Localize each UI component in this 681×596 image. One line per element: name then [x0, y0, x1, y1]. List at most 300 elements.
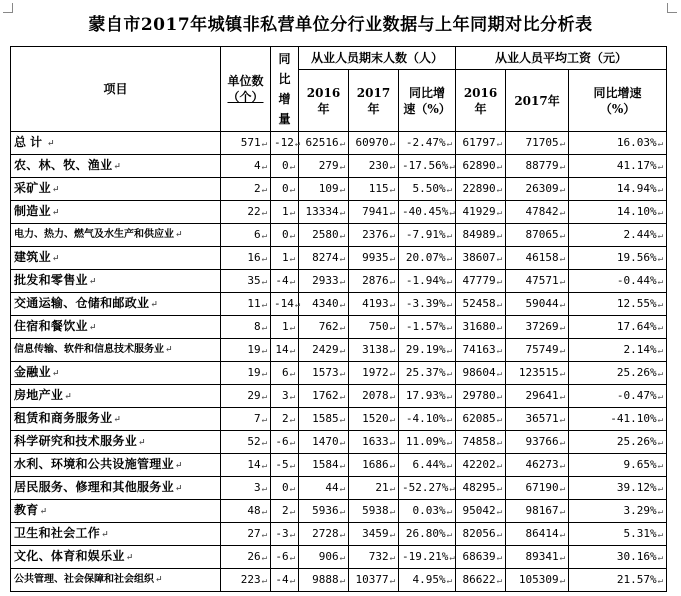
paragraph-mark-icon: ↵	[446, 529, 453, 540]
paragraph-mark-icon: ↵	[289, 460, 295, 471]
paragraph-mark-icon: ↵	[261, 414, 267, 425]
paragraph-mark-icon: ↵	[389, 161, 395, 172]
row-units-text: 571	[240, 135, 261, 149]
row-employees-2016	[299, 500, 349, 523]
row-units-text: 14	[247, 457, 261, 471]
row-units-text: 4	[253, 158, 261, 172]
paragraph-mark-icon: ↵	[389, 299, 395, 310]
row-units	[221, 362, 271, 385]
row-employees-2016	[299, 178, 349, 201]
row-wage-2016	[456, 569, 506, 592]
row-employees-2017-text: 750	[368, 319, 389, 333]
row-employees-2016	[299, 316, 349, 339]
row-change	[271, 454, 299, 477]
row-change	[271, 385, 299, 408]
row-change-text: -6	[275, 434, 289, 448]
row-wage-2016	[456, 132, 506, 155]
row-wage-growth	[569, 201, 667, 224]
row-employees-2016-text: 1470	[312, 434, 339, 448]
paragraph-mark-icon: ↵	[261, 368, 267, 379]
paragraph-mark-icon: ↵	[657, 483, 664, 494]
paragraph-mark-icon: ↵	[496, 161, 503, 172]
row-wage-2016-text: 84989	[462, 227, 496, 241]
table-row	[11, 523, 667, 546]
row-change-text: 1	[281, 204, 289, 218]
paragraph-mark-icon: ↵	[559, 184, 566, 195]
paragraph-mark-icon: ↵	[289, 276, 295, 287]
header-wage-growth-line1: 同比增速	[593, 85, 642, 100]
paragraph-mark-icon: ↵	[389, 391, 395, 402]
header-wage-2016-year: 2016	[463, 85, 498, 100]
paragraph-mark-icon: ↵	[559, 506, 566, 517]
paragraph-mark-icon: ↵	[446, 414, 453, 425]
row-employees-2017-text: 3459	[362, 526, 389, 540]
paragraph-mark-icon: ↵	[339, 460, 345, 471]
row-employees-growth-text: 6.44%	[412, 457, 446, 471]
row-wage-2017-text: 47571	[525, 273, 559, 287]
row-change	[271, 201, 299, 224]
paragraph-mark-icon: ↵	[289, 483, 295, 494]
row-wage-2017	[506, 408, 569, 431]
paragraph-mark-icon: ↵	[496, 575, 503, 586]
header-emp-2017-suffix: 年	[367, 101, 380, 116]
row-wage-growth	[569, 385, 667, 408]
row-item-name	[11, 155, 221, 178]
header-units	[221, 47, 271, 132]
row-units-text: 27	[247, 526, 261, 540]
row-employees-2017-text: 2376	[362, 227, 389, 241]
row-change-text: 6	[281, 365, 289, 379]
row-employees-growth-text: 5.50%	[412, 181, 446, 195]
header-change-line4: 量	[278, 112, 291, 126]
row-wage-2017	[506, 155, 569, 178]
header-emp-2016-year: 2016	[306, 85, 341, 100]
row-change-text: -3	[275, 526, 289, 540]
paragraph-mark-icon: ↵	[339, 391, 345, 402]
paragraph-mark-icon: ↵	[261, 552, 267, 563]
paragraph-mark-icon: ↵	[339, 506, 345, 517]
paragraph-mark-icon: ↵	[389, 207, 395, 218]
row-units-text: 26	[247, 549, 261, 563]
row-wage-2016	[456, 362, 506, 385]
row-employees-growth	[399, 408, 456, 431]
paragraph-mark-icon: ↵	[496, 460, 503, 471]
row-item-name-text: 水利、环境和公共设施管理业	[14, 457, 174, 471]
paragraph-mark-icon: ↵	[389, 276, 395, 287]
row-wage-2016	[456, 385, 506, 408]
paragraph-mark-icon: ↵	[339, 276, 345, 287]
row-employees-growth	[399, 385, 456, 408]
paragraph-mark-icon: ↵	[657, 276, 664, 287]
row-wage-2017	[506, 385, 569, 408]
row-employees-2016	[299, 477, 349, 500]
paragraph-mark-icon: ↵	[657, 299, 664, 310]
header-emp-2016-suffix: 年	[317, 101, 330, 116]
row-employees-2016-text: 2933	[312, 273, 339, 287]
row-employees-2016-text: 1584	[312, 457, 339, 471]
row-change	[271, 316, 299, 339]
paragraph-mark-icon: ↵	[339, 414, 345, 425]
row-item-name-text: 信息传输、软件和信息技术服务业	[14, 344, 164, 355]
row-employees-2017-text: 1633	[362, 434, 389, 448]
row-wage-growth	[569, 339, 667, 362]
row-wage-growth-text: 12.55%	[616, 296, 657, 310]
row-wage-2017	[506, 362, 569, 385]
row-wage-2017-text: 93766	[525, 434, 559, 448]
row-item-name	[11, 569, 221, 592]
paragraph-mark-icon: ↵	[389, 184, 395, 195]
row-wage-2016-text: 47779	[462, 273, 496, 287]
paragraph-mark-icon: ↵	[496, 345, 503, 356]
paragraph-mark-icon: ↵	[496, 138, 503, 149]
row-item-name-text: 电力、热力、燃气及水生产和供应业	[14, 229, 174, 240]
paragraph-mark-icon: ↵	[389, 575, 395, 586]
row-employees-2017	[349, 316, 399, 339]
row-item-name	[11, 178, 221, 201]
row-units-text: 22	[247, 204, 261, 218]
header-item: 项目	[11, 47, 221, 132]
row-wage-2016-text: 22890	[462, 181, 496, 195]
header-wage-2017: 2017年	[506, 70, 569, 132]
paragraph-mark-icon: ↵	[496, 414, 503, 425]
row-change-text: 14	[275, 342, 289, 356]
row-employees-2017-text: 7941	[362, 204, 389, 218]
row-employees-2017	[349, 431, 399, 454]
row-wage-2016-text: 74163	[462, 342, 496, 356]
paragraph-mark-icon: ↵	[289, 207, 295, 218]
row-change	[271, 178, 299, 201]
row-wage-2017-text: 46158	[525, 250, 559, 264]
paragraph-mark-icon: ↵	[339, 552, 345, 563]
paragraph-mark-icon: ↵	[559, 575, 566, 586]
paragraph-mark-icon: ↵	[559, 460, 566, 471]
row-units-text: 8	[253, 319, 261, 333]
row-wage-growth	[569, 431, 667, 454]
row-wage-2016	[456, 408, 506, 431]
row-employees-growth	[399, 431, 456, 454]
paragraph-mark-icon: ↵	[113, 162, 122, 172]
paragraph-mark-icon: ↵	[138, 438, 146, 448]
row-employees-2017-text: 2876	[362, 273, 389, 287]
row-change-text: 1	[281, 319, 289, 333]
row-employees-2017	[349, 293, 399, 316]
paragraph-mark-icon: ↵	[389, 414, 395, 425]
paragraph-mark-icon: ↵	[174, 461, 183, 471]
row-item-name	[11, 362, 221, 385]
paragraph-mark-icon: ↵	[657, 345, 664, 356]
paragraph-mark-icon: ↵	[559, 552, 566, 563]
row-change-text: 2	[281, 411, 289, 425]
row-wage-2017-text: 98167	[525, 503, 559, 517]
row-item-name	[11, 431, 221, 454]
paragraph-mark-icon: ↵	[88, 323, 97, 333]
table-header	[11, 47, 667, 132]
row-employees-growth	[399, 500, 456, 523]
paragraph-mark-icon: ↵	[496, 368, 503, 379]
row-wage-2016	[456, 316, 506, 339]
row-employees-2017	[349, 454, 399, 477]
row-wage-growth-text: 25.26%	[616, 434, 657, 448]
paragraph-mark-icon: ↵	[657, 414, 664, 425]
paragraph-mark-icon: ↵	[289, 437, 295, 448]
row-wage-growth	[569, 477, 667, 500]
header-change-line2: 比	[278, 72, 291, 86]
row-wage-2016-text: 29780	[462, 388, 496, 402]
row-wage-growth	[569, 247, 667, 270]
paragraph-mark-icon: ↵	[339, 299, 345, 310]
row-change	[271, 408, 299, 431]
row-employees-growth	[399, 523, 456, 546]
row-wage-2016-text: 42202	[462, 457, 496, 471]
row-wage-2017	[506, 339, 569, 362]
table-row	[11, 477, 667, 500]
table-row	[11, 316, 667, 339]
row-employees-growth-text: -52.27%	[402, 480, 449, 494]
paragraph-mark-icon: ↵	[339, 161, 345, 172]
row-wage-2016-text: 31680	[462, 319, 496, 333]
row-change-text: 0	[281, 227, 289, 241]
paragraph-mark-icon: ↵	[496, 230, 503, 241]
paragraph-mark-icon: ↵	[389, 138, 395, 149]
row-wage-growth-text: -41.10%	[610, 411, 657, 425]
row-wage-2017-text: 87065	[525, 227, 559, 241]
paragraph-mark-icon: ↵	[289, 506, 295, 517]
row-wage-2016	[456, 224, 506, 247]
row-employees-2017	[349, 201, 399, 224]
row-item-name-text: 总计	[14, 135, 47, 149]
row-change	[271, 293, 299, 316]
row-wage-2017-text: 47842	[525, 204, 559, 218]
paragraph-mark-icon: ↵	[51, 185, 60, 195]
paragraph-mark-icon: ↵	[446, 184, 453, 195]
row-employees-growth	[399, 178, 456, 201]
paragraph-mark-icon: ↵	[339, 138, 345, 149]
paragraph-mark-icon: ↵	[657, 322, 664, 333]
row-employees-growth-text: -1.57%	[405, 319, 446, 333]
paragraph-mark-icon: ↵	[559, 299, 566, 310]
header-emp-2016	[299, 70, 349, 132]
paragraph-mark-icon: ↵	[657, 230, 664, 241]
row-units	[221, 224, 271, 247]
paragraph-mark-icon: ↵	[339, 207, 345, 218]
paragraph-mark-icon: ↵	[294, 138, 301, 149]
row-wage-2016-text: 82056	[462, 526, 496, 540]
row-units	[221, 293, 271, 316]
paragraph-mark-icon: ↵	[339, 230, 345, 241]
row-wage-2017	[506, 224, 569, 247]
paragraph-mark-icon: ↵	[261, 299, 267, 310]
paragraph-mark-icon: ↵	[101, 530, 109, 540]
paragraph-mark-icon: ↵	[261, 460, 267, 471]
row-change	[271, 500, 299, 523]
paragraph-mark-icon: ↵	[559, 161, 566, 172]
header-change-line1: 同	[278, 52, 291, 66]
paragraph-mark-icon: ↵	[174, 484, 183, 494]
paragraph-mark-icon: ↵	[559, 322, 566, 333]
paragraph-mark-icon: ↵	[289, 161, 295, 172]
row-employees-growth-text: -2.47%	[405, 135, 446, 149]
row-wage-growth	[569, 546, 667, 569]
paragraph-mark-icon: ↵	[446, 506, 453, 517]
row-change-text: -4	[275, 273, 289, 287]
paragraph-mark-icon: ↵	[559, 437, 566, 448]
paragraph-mark-icon: ↵	[261, 483, 267, 494]
row-wage-2017-text: 37269	[525, 319, 559, 333]
row-employees-2016-text: 4340	[312, 296, 339, 310]
row-units-text: 19	[247, 342, 261, 356]
row-units-text: 35	[247, 273, 261, 287]
row-employees-2017	[349, 155, 399, 178]
paragraph-mark-icon: ↵	[389, 253, 395, 264]
row-employees-2016-text: 109	[318, 181, 339, 195]
row-wage-growth	[569, 500, 667, 523]
paragraph-mark-icon: ↵	[657, 506, 664, 517]
header-group-employees: 从业人员期末人数（人）	[299, 47, 456, 70]
row-wage-2016-text: 68639	[462, 549, 496, 563]
paragraph-mark-icon: ↵	[150, 300, 159, 310]
row-wage-2016-text: 62890	[462, 158, 496, 172]
paragraph-mark-icon: ↵	[657, 161, 664, 172]
row-employees-2017	[349, 408, 399, 431]
row-units-text: 6	[253, 227, 261, 241]
row-employees-2016	[299, 132, 349, 155]
row-employees-2016	[299, 293, 349, 316]
paragraph-mark-icon: ↵	[389, 230, 395, 241]
paragraph-mark-icon: ↵	[657, 253, 664, 264]
row-change	[271, 270, 299, 293]
paragraph-mark-icon: ↵	[389, 345, 395, 356]
row-change	[271, 362, 299, 385]
row-item-name-text: 教育	[14, 503, 39, 517]
paragraph-mark-icon: ↵	[289, 414, 295, 425]
row-wage-2017	[506, 546, 569, 569]
paragraph-mark-icon: ↵	[657, 138, 664, 149]
row-change-text: 2	[281, 503, 289, 517]
table-row	[11, 546, 667, 569]
paragraph-mark-icon: ↵	[559, 414, 566, 425]
paragraph-mark-icon: ↵	[559, 276, 566, 287]
row-employees-growth-text: -1.94%	[405, 273, 446, 287]
row-units	[221, 454, 271, 477]
row-employees-2017-text: 4193	[362, 296, 389, 310]
paragraph-mark-icon: ↵	[496, 437, 503, 448]
table-body	[11, 132, 667, 592]
row-item-name-text: 卫生和社会工作	[14, 526, 101, 540]
row-units	[221, 316, 271, 339]
paragraph-mark-icon: ↵	[446, 322, 453, 333]
row-employees-2016	[299, 270, 349, 293]
paragraph-mark-icon: ↵	[261, 437, 267, 448]
row-item-name-text: 公共管理、社会保障和社会组织	[14, 574, 154, 585]
row-employees-2016-text: 1573	[312, 365, 339, 379]
paragraph-mark-icon: ↵	[261, 529, 267, 540]
paragraph-mark-icon: ↵	[657, 575, 664, 586]
paragraph-mark-icon: ↵	[261, 207, 267, 218]
paragraph-mark-icon: ↵	[51, 369, 60, 379]
row-employees-2016-text: 762	[318, 319, 339, 333]
row-units	[221, 500, 271, 523]
paragraph-mark-icon: ↵	[389, 437, 395, 448]
header-change	[271, 47, 299, 132]
table-row	[11, 201, 667, 224]
row-employees-2017	[349, 523, 399, 546]
paragraph-mark-icon: ↵	[289, 253, 295, 264]
row-wage-growth	[569, 523, 667, 546]
row-item-name	[11, 454, 221, 477]
row-wage-2017-text: 75749	[525, 342, 559, 356]
row-wage-2017-text: 59044	[525, 296, 559, 310]
row-item-name-text: 居民服务、修理和其他服务业	[14, 480, 174, 494]
table-row	[11, 500, 667, 523]
row-employees-2017-text: 60970	[355, 135, 389, 149]
row-wage-growth	[569, 270, 667, 293]
row-employees-2017	[349, 500, 399, 523]
row-employees-2017-text: 732	[368, 549, 389, 563]
paragraph-mark-icon: ↵	[389, 322, 395, 333]
row-wage-2017	[506, 132, 569, 155]
row-item-name	[11, 247, 221, 270]
row-employees-2016	[299, 408, 349, 431]
paragraph-mark-icon: ↵	[47, 139, 59, 149]
paragraph-mark-icon: ↵	[155, 575, 163, 585]
row-employees-2016	[299, 546, 349, 569]
paragraph-mark-icon: ↵	[657, 460, 664, 471]
header-wage-2016	[456, 70, 506, 132]
paragraph-mark-icon: ↵	[261, 138, 267, 149]
row-item-name	[11, 408, 221, 431]
header-change-line3: 增	[278, 92, 291, 106]
row-wage-growth-text: 16.03%	[616, 135, 657, 149]
paragraph-mark-icon: ↵	[261, 184, 267, 195]
header-emp-2017-year: 2017	[356, 85, 391, 100]
row-wage-2016	[456, 339, 506, 362]
table-row	[11, 408, 667, 431]
row-employees-growth	[399, 477, 456, 500]
row-item-name	[11, 293, 221, 316]
row-units	[221, 569, 271, 592]
row-employees-growth-text: 11.09%	[405, 434, 446, 448]
paragraph-mark-icon: ↵	[496, 184, 503, 195]
row-wage-2016-text: 38607	[462, 250, 496, 264]
paragraph-mark-icon: ↵	[496, 322, 503, 333]
paragraph-mark-icon: ↵	[339, 529, 345, 540]
row-wage-2016	[456, 454, 506, 477]
paragraph-mark-icon: ↵	[657, 368, 664, 379]
paragraph-mark-icon: ↵	[261, 276, 267, 287]
paragraph-mark-icon: ↵	[559, 483, 566, 494]
row-wage-2017-text: 46273	[525, 457, 559, 471]
row-wage-growth-text: 39.12%	[616, 480, 657, 494]
table-row	[11, 454, 667, 477]
row-employees-2016-text: 44	[325, 480, 339, 494]
row-change-text: -6	[275, 549, 289, 563]
paragraph-mark-icon: ↵	[496, 207, 503, 218]
paragraph-mark-icon: ↵	[175, 230, 183, 240]
row-wage-growth-text: -0.47%	[616, 388, 657, 402]
header-emp-2017	[349, 70, 399, 132]
row-change	[271, 155, 299, 178]
row-change-text: -12	[274, 135, 294, 149]
paragraph-mark-icon: ↵	[389, 552, 395, 563]
row-employees-2017-text: 5938	[362, 503, 389, 517]
row-wage-growth-text: 41.17%	[616, 158, 657, 172]
table-row	[11, 247, 667, 270]
row-wage-growth-text: 14.94%	[616, 181, 657, 195]
paragraph-mark-icon: ↵	[657, 529, 664, 540]
row-employees-2017-text: 230	[368, 158, 389, 172]
row-employees-2016	[299, 155, 349, 178]
header-emp-growth-line1: 同比增	[409, 85, 446, 100]
